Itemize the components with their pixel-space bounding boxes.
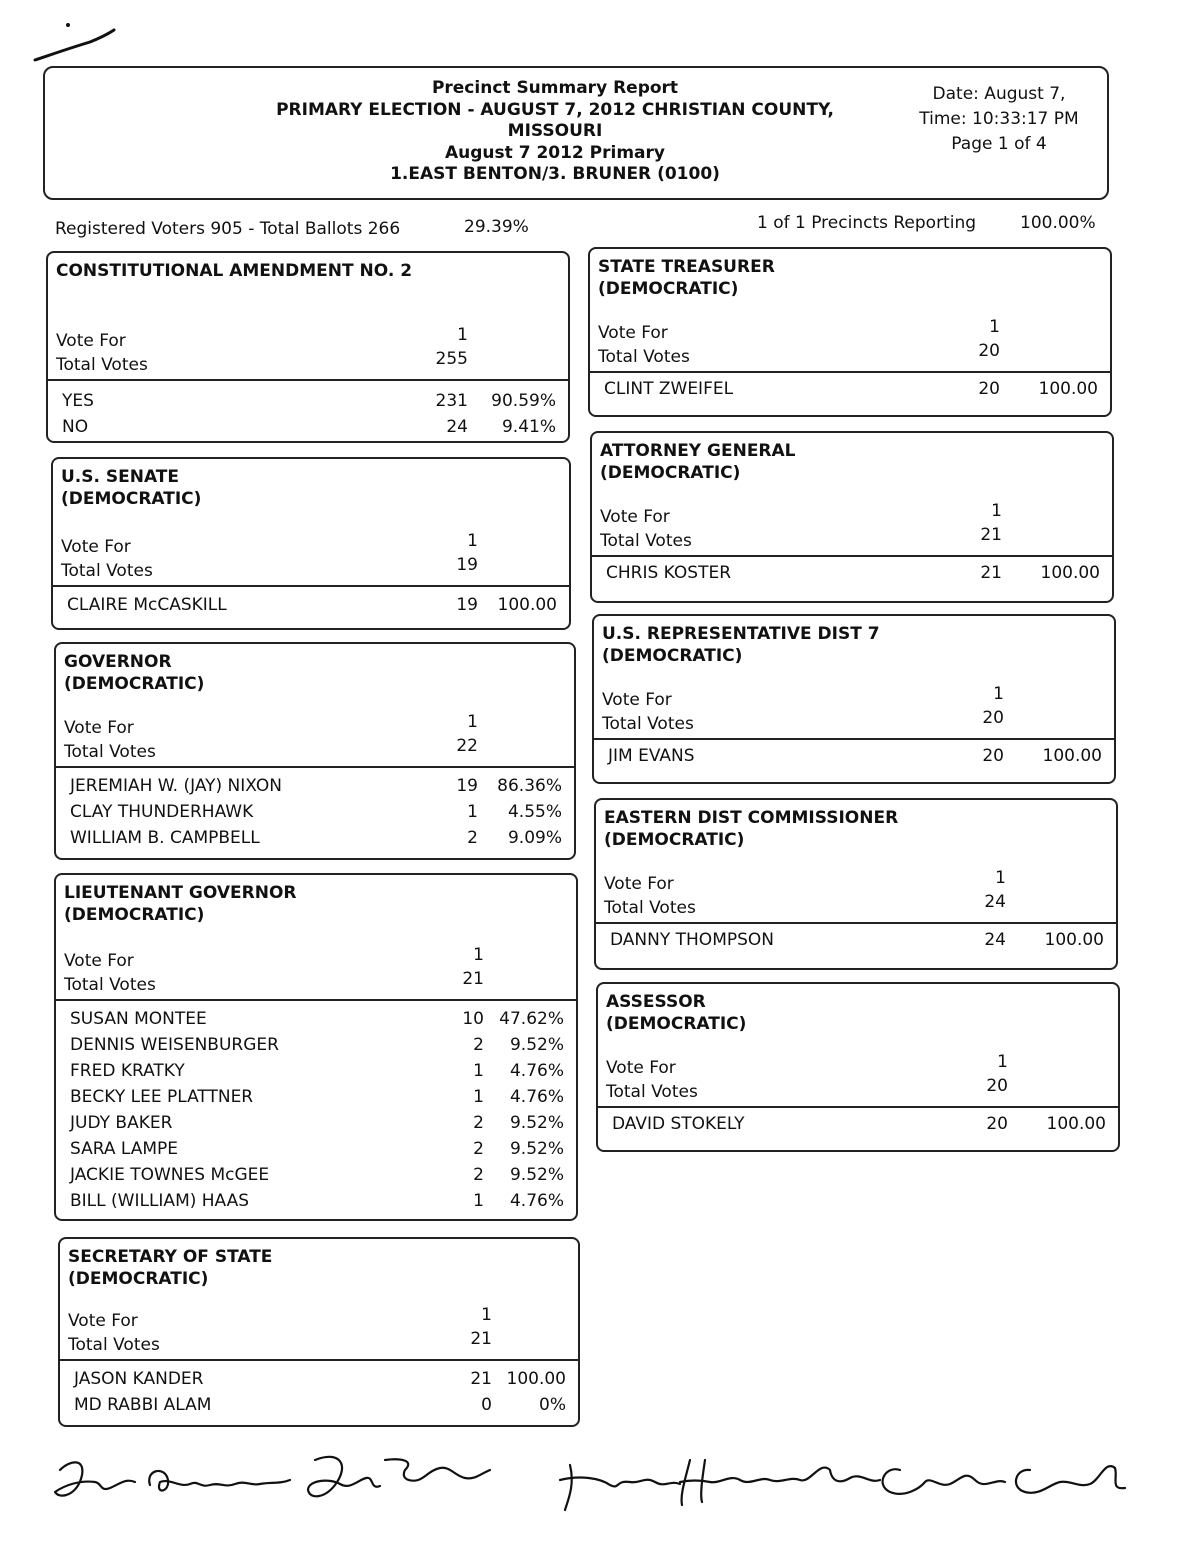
race-title (604, 807, 898, 851)
candidate-votes: 24 (984, 930, 1006, 950)
candidate-name: CHRIS KOSTER (606, 563, 732, 583)
vote-for-value: 1 (997, 1052, 1008, 1072)
race-divider (56, 999, 576, 1001)
candidate-percent: 100.00 (1042, 746, 1102, 766)
candidate-votes: 20 (986, 1114, 1008, 1134)
vote-for-value: 1 (467, 531, 478, 551)
candidate-name: BILL (WILLIAM) HAAS (70, 1191, 250, 1211)
race-title-line-1: U.S. REPRESENTATIVE DIST 7 (602, 624, 880, 644)
race-title (598, 256, 775, 300)
race-title-line-1: ATTORNEY GENERAL (600, 441, 796, 461)
candidate-votes: 2 (473, 1165, 484, 1185)
candidate-row (56, 1087, 576, 1113)
race-divider (594, 738, 1114, 740)
candidate-row (56, 1165, 576, 1191)
candidate-votes: 231 (435, 391, 468, 411)
candidate-votes: 10 (462, 1009, 484, 1029)
vote-for-value: 1 (473, 945, 484, 965)
race-box (592, 614, 1116, 784)
page-number: Page 1 of 4 (951, 134, 1047, 154)
total-votes-value: 21 (462, 969, 484, 989)
report-date: Date: August 7, (932, 84, 1066, 104)
race-title (64, 651, 204, 695)
total-votes-value: 21 (470, 1329, 492, 1349)
race-box (54, 873, 578, 1221)
vote-for-value: 1 (995, 868, 1006, 888)
candidate-percent: 4.76% (509, 1191, 564, 1211)
report-header (43, 66, 1109, 200)
race-box (590, 431, 1114, 603)
candidate-row (56, 828, 574, 854)
total-votes-label: Total Votes (600, 531, 692, 551)
candidate-name: DAVID STOKELY (612, 1114, 745, 1134)
race-box (54, 642, 576, 860)
candidate-row (56, 1191, 576, 1217)
candidate-percent: 4.76% (509, 1087, 564, 1107)
vote-for-value: 1 (467, 712, 478, 732)
vote-for-label: Vote For (602, 690, 672, 710)
header-title-block (245, 78, 865, 186)
total-votes-label: Total Votes (606, 1082, 698, 1102)
candidate-percent: 9.52% (509, 1035, 564, 1055)
race-box (58, 1237, 580, 1427)
candidate-row (596, 930, 1116, 956)
total-votes-value: 21 (980, 525, 1002, 545)
race-title (602, 623, 880, 667)
candidate-percent: 4.76% (509, 1061, 564, 1081)
candidate-votes: 1 (473, 1191, 484, 1211)
candidate-name: DANNY THOMPSON (610, 930, 774, 950)
candidate-percent: 100.00 (1046, 1114, 1106, 1134)
race-divider (56, 766, 574, 768)
total-votes-value: 255 (435, 349, 468, 369)
candidate-votes: 24 (446, 417, 468, 437)
race-divider (60, 1359, 578, 1361)
candidate-row (56, 802, 574, 828)
vote-for-label: Vote For (64, 718, 134, 738)
candidate-percent: 100.00 (1044, 930, 1104, 950)
race-title-line-1: SECRETARY OF STATE (68, 1247, 273, 1267)
vote-for-label: Vote For (606, 1058, 676, 1078)
candidate-row (48, 391, 568, 417)
candidate-name: JACKIE TOWNES McGEE (70, 1165, 270, 1185)
race-title-line-1: EASTERN DIST COMMISSIONER (604, 808, 899, 828)
total-votes-label: Total Votes (64, 742, 156, 762)
candidate-row (56, 776, 574, 802)
header-date-block (899, 82, 1099, 157)
signatures (40, 1440, 1140, 1530)
candidate-row (60, 1395, 578, 1421)
race-title-line-1: LIEUTENANT GOVERNOR (64, 883, 297, 903)
candidate-votes: 1 (473, 1087, 484, 1107)
vote-for-value: 1 (991, 501, 1002, 521)
candidate-votes: 21 (980, 563, 1002, 583)
candidate-row (48, 417, 568, 443)
candidate-votes: 2 (473, 1035, 484, 1055)
race-title-line-1: ASSESSOR (606, 992, 706, 1012)
total-votes-label: Total Votes (56, 355, 148, 375)
candidate-percent: 9.41% (501, 417, 556, 437)
race-title-line-2: (DEMOCRATIC) (61, 489, 202, 509)
race-title-line-2: (DEMOCRATIC) (602, 646, 743, 666)
race-title (600, 440, 796, 484)
candidate-name: DENNIS WEISENBURGER (70, 1035, 279, 1055)
candidate-votes: 19 (456, 776, 478, 796)
candidate-name: SUSAN MONTEE (70, 1009, 207, 1029)
race-title-line-2: (DEMOCRATIC) (604, 830, 745, 850)
candidate-name: SARA LAMPE (70, 1139, 179, 1159)
candidate-name: BECKY LEE PLATTNER (70, 1087, 254, 1107)
total-votes-value: 19 (456, 555, 478, 575)
total-votes-label: Total Votes (598, 347, 690, 367)
election-line-1: PRIMARY ELECTION - AUGUST 7, 2012 CHRISTIAN COUNTY, (276, 99, 834, 120)
candidate-name: FRED KRATKY (70, 1061, 185, 1081)
candidate-votes: 2 (473, 1139, 484, 1159)
race-title-line-2: (DEMOCRATIC) (600, 463, 741, 483)
total-votes-value: 20 (982, 708, 1004, 728)
candidate-votes: 2 (467, 828, 478, 848)
candidate-row (592, 563, 1112, 589)
race-divider (592, 555, 1112, 557)
race-divider (590, 371, 1110, 373)
candidate-percent: 9.52% (509, 1165, 564, 1185)
candidate-row (56, 1113, 576, 1139)
vote-for-value: 1 (993, 684, 1004, 704)
candidate-percent: 4.55% (507, 802, 562, 822)
race-title (56, 260, 412, 282)
candidate-name: YES (62, 391, 94, 411)
candidate-name: WILLIAM B. CAMPBELL (70, 828, 260, 848)
race-title-line-1: STATE TREASURER (598, 257, 775, 277)
scan-mark (30, 20, 120, 65)
candidate-row (60, 1369, 578, 1395)
race-title (606, 991, 746, 1035)
candidate-percent: 9.09% (507, 828, 562, 848)
candidate-name: JEREMIAH W. (JAY) NIXON (70, 776, 282, 796)
registered-voters: Registered Voters 905 - Total Ballots 266 (55, 219, 401, 239)
vote-for-label: Vote For (598, 323, 668, 343)
race-title-line-2: (DEMOCRATIC) (598, 279, 739, 299)
candidate-name: NO (62, 417, 89, 437)
candidate-name: CLINT ZWEIFEL (604, 379, 734, 399)
vote-for-label: Vote For (604, 874, 674, 894)
candidate-row (598, 1114, 1118, 1140)
vote-for-label: Vote For (600, 507, 670, 527)
total-votes-value: 20 (986, 1076, 1008, 1096)
race-title-line-1: GOVERNOR (64, 652, 172, 672)
vote-for-value: 1 (457, 325, 468, 345)
precincts-reporting: 1 of 1 Precincts Reporting (757, 213, 977, 233)
candidate-row (594, 746, 1114, 772)
candidate-name: MD RABBI ALAM (74, 1395, 212, 1415)
candidate-name: JASON KANDER (74, 1369, 204, 1389)
race-title-line-2: (DEMOCRATIC) (64, 905, 205, 925)
candidate-row (56, 1035, 576, 1061)
race-title-line-1: CONSTITUTIONAL AMENDMENT NO. 2 (56, 261, 413, 281)
candidate-percent: 90.59% (491, 391, 556, 411)
candidate-row (590, 379, 1110, 405)
election-line-2: MISSOURI (507, 121, 603, 141)
candidate-percent: 100.00 (506, 1369, 566, 1389)
vote-for-value: 1 (989, 317, 1000, 337)
election-line-3: August 7 2012 Primary (445, 142, 665, 163)
race-title-line-2: (DEMOCRATIC) (64, 674, 205, 694)
race-title-line-2: (DEMOCRATIC) (606, 1014, 747, 1034)
candidate-percent: 100.00 (1040, 563, 1100, 583)
candidate-percent: 47.62% (499, 1009, 564, 1029)
race-divider (53, 585, 569, 587)
race-title-line-2: (DEMOCRATIC) (68, 1269, 209, 1289)
candidate-name: CLAIRE McCASKILL (67, 595, 227, 615)
vote-for-label: Vote For (64, 951, 134, 971)
report-time: Time: 10:33:17 PM (919, 109, 1079, 129)
vote-for-label: Vote For (61, 537, 131, 557)
precinct-name: 1.EAST BENTON/3. BRUNER (0100) (390, 164, 720, 184)
total-votes-value: 22 (456, 736, 478, 756)
total-votes-label: Total Votes (64, 975, 156, 995)
race-title (64, 882, 297, 926)
race-title-line-1: U.S. SENATE (61, 467, 180, 487)
candidate-votes: 2 (473, 1113, 484, 1133)
race-box (588, 247, 1112, 417)
candidate-percent: 100.00 (497, 595, 557, 615)
race-title (68, 1246, 272, 1290)
race-box (46, 251, 570, 443)
candidate-votes: 0 (481, 1395, 492, 1415)
candidate-votes: 20 (982, 746, 1004, 766)
candidate-votes: 21 (470, 1369, 492, 1389)
report-title: Precinct Summary Report (431, 78, 679, 98)
total-votes-value: 24 (984, 892, 1006, 912)
total-votes-value: 20 (978, 341, 1000, 361)
race-title (61, 466, 201, 510)
candidate-percent: 9.52% (509, 1139, 564, 1159)
candidate-name: CLAY THUNDERHAWK (70, 802, 254, 822)
vote-for-value: 1 (481, 1305, 492, 1325)
candidate-row (56, 1061, 576, 1087)
race-divider (48, 379, 568, 381)
race-divider (598, 1106, 1118, 1108)
candidate-votes: 19 (456, 595, 478, 615)
total-votes-label: Total Votes (602, 714, 694, 734)
vote-for-label: Vote For (56, 331, 126, 351)
race-box (594, 798, 1118, 970)
turnout-percent: 29.39% (464, 217, 529, 237)
vote-for-label: Vote For (68, 1311, 138, 1331)
race-divider (596, 922, 1116, 924)
total-votes-label: Total Votes (68, 1335, 160, 1355)
candidate-percent: 0% (539, 1395, 566, 1415)
candidate-percent: 100.00 (1038, 379, 1098, 399)
candidate-name: JUDY BAKER (70, 1113, 173, 1133)
candidate-row (56, 1009, 576, 1035)
candidate-votes: 1 (473, 1061, 484, 1081)
candidate-percent: 9.52% (509, 1113, 564, 1133)
candidate-row (56, 1139, 576, 1165)
race-box (51, 457, 571, 630)
candidate-votes: 1 (467, 802, 478, 822)
candidate-row (53, 595, 569, 621)
race-box (596, 982, 1120, 1152)
candidate-name: JIM EVANS (608, 746, 695, 766)
precincts-reporting-percent: 100.00% (1020, 213, 1096, 233)
total-votes-label: Total Votes (604, 898, 696, 918)
candidate-votes: 20 (978, 379, 1000, 399)
total-votes-label: Total Votes (61, 561, 153, 581)
candidate-percent: 86.36% (497, 776, 562, 796)
